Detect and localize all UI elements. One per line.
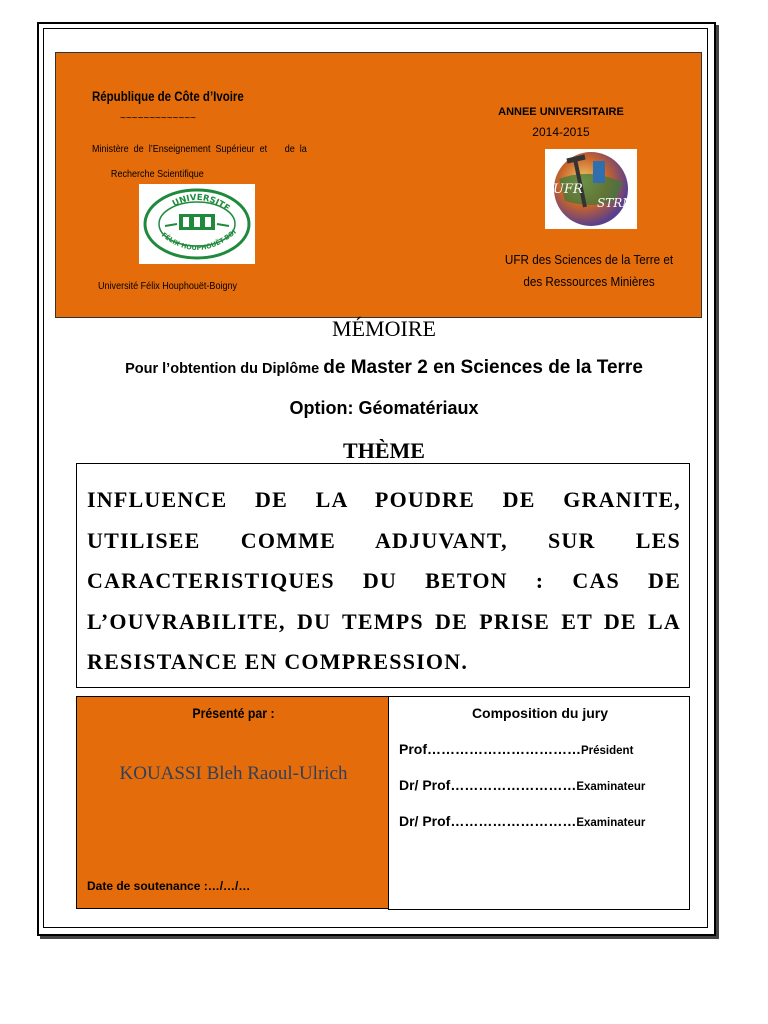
degree-name: de Master 2 en Sciences de la Terre — [323, 357, 643, 378]
theme-box — [76, 463, 690, 688]
university-name: Université Félix Houphouët-Boigny — [98, 280, 238, 292]
academic-year: 2014-2015 — [532, 125, 590, 139]
jury-member — [399, 777, 645, 795]
university-logo — [139, 184, 255, 264]
document-type-title: MÉMOIRE — [332, 316, 436, 341]
ufr-name — [487, 249, 690, 293]
jury-member-role: Examinateur — [576, 781, 646, 793]
jury-member-name: Dr/ Prof……………………… — [399, 777, 577, 793]
jury-member — [399, 741, 633, 759]
presenter-box — [76, 696, 389, 909]
academic-year-label: ANNEE UNIVERSITAIRE — [498, 106, 624, 118]
ufr-line-1: UFR des Sciences de la Terre et — [504, 252, 674, 267]
presenter-label: Présenté par : — [192, 705, 275, 721]
svg-text:STRM: STRM — [597, 196, 635, 210]
svg-text:FÉLIX HOUPHOUËT-BOIGNY: FÉLIX HOUPHOUËT-BOI — [159, 227, 238, 253]
tilde-separator: ~~~~~~~~~~~~~ — [120, 113, 196, 124]
author-name: KOUASSI Bleh Raoul-Ulrich — [119, 763, 348, 784]
republic-title: République de Côte d’Ivoire — [92, 89, 244, 104]
jury-member-role: Examinateur — [576, 817, 646, 829]
ufr-line-2: des Ressources Minières — [523, 274, 655, 289]
ufr-logo — [545, 149, 637, 229]
jury-member-name: Dr/ Prof……………………… — [399, 813, 577, 829]
svg-text:UNIVERSITE: UNIVERSITE — [170, 192, 232, 214]
degree-prefix: Pour l’obtention du Diplôme — [125, 361, 324, 377]
jury-member-role: Président — [581, 745, 634, 757]
theme-text: INFLUENCE DE LA POUDRE DE GRANITE, UTILISEE COMME ADJUVANT, SUR LES CARACTERISTIQUES DU BETON : CAS DE L’OUVRABILITE, DU TEMPS DE PRISE ET DE LA RESISTANCE EN COMPRESSION. — [87, 487, 681, 674]
ministry-text — [92, 137, 350, 187]
header-panel — [55, 52, 702, 318]
ministry-line-1: Ministère de l’Enseignement Supérieur et de la — [92, 143, 307, 155]
degree-line — [0, 357, 768, 379]
ministry-line-2: Recherche Scientifique — [110, 168, 204, 180]
option-line: Option: Géomatériaux — [289, 398, 479, 418]
defense-date: Date de soutenance :…/…/… — [87, 879, 251, 893]
jury-member-name: Prof…………………………… — [399, 741, 581, 757]
jury-member — [399, 813, 645, 831]
theme-label: THÈME — [343, 438, 425, 463]
svg-text:UFR: UFR — [553, 182, 583, 197]
jury-box — [388, 696, 690, 910]
jury-title: Composition du jury — [471, 705, 609, 721]
